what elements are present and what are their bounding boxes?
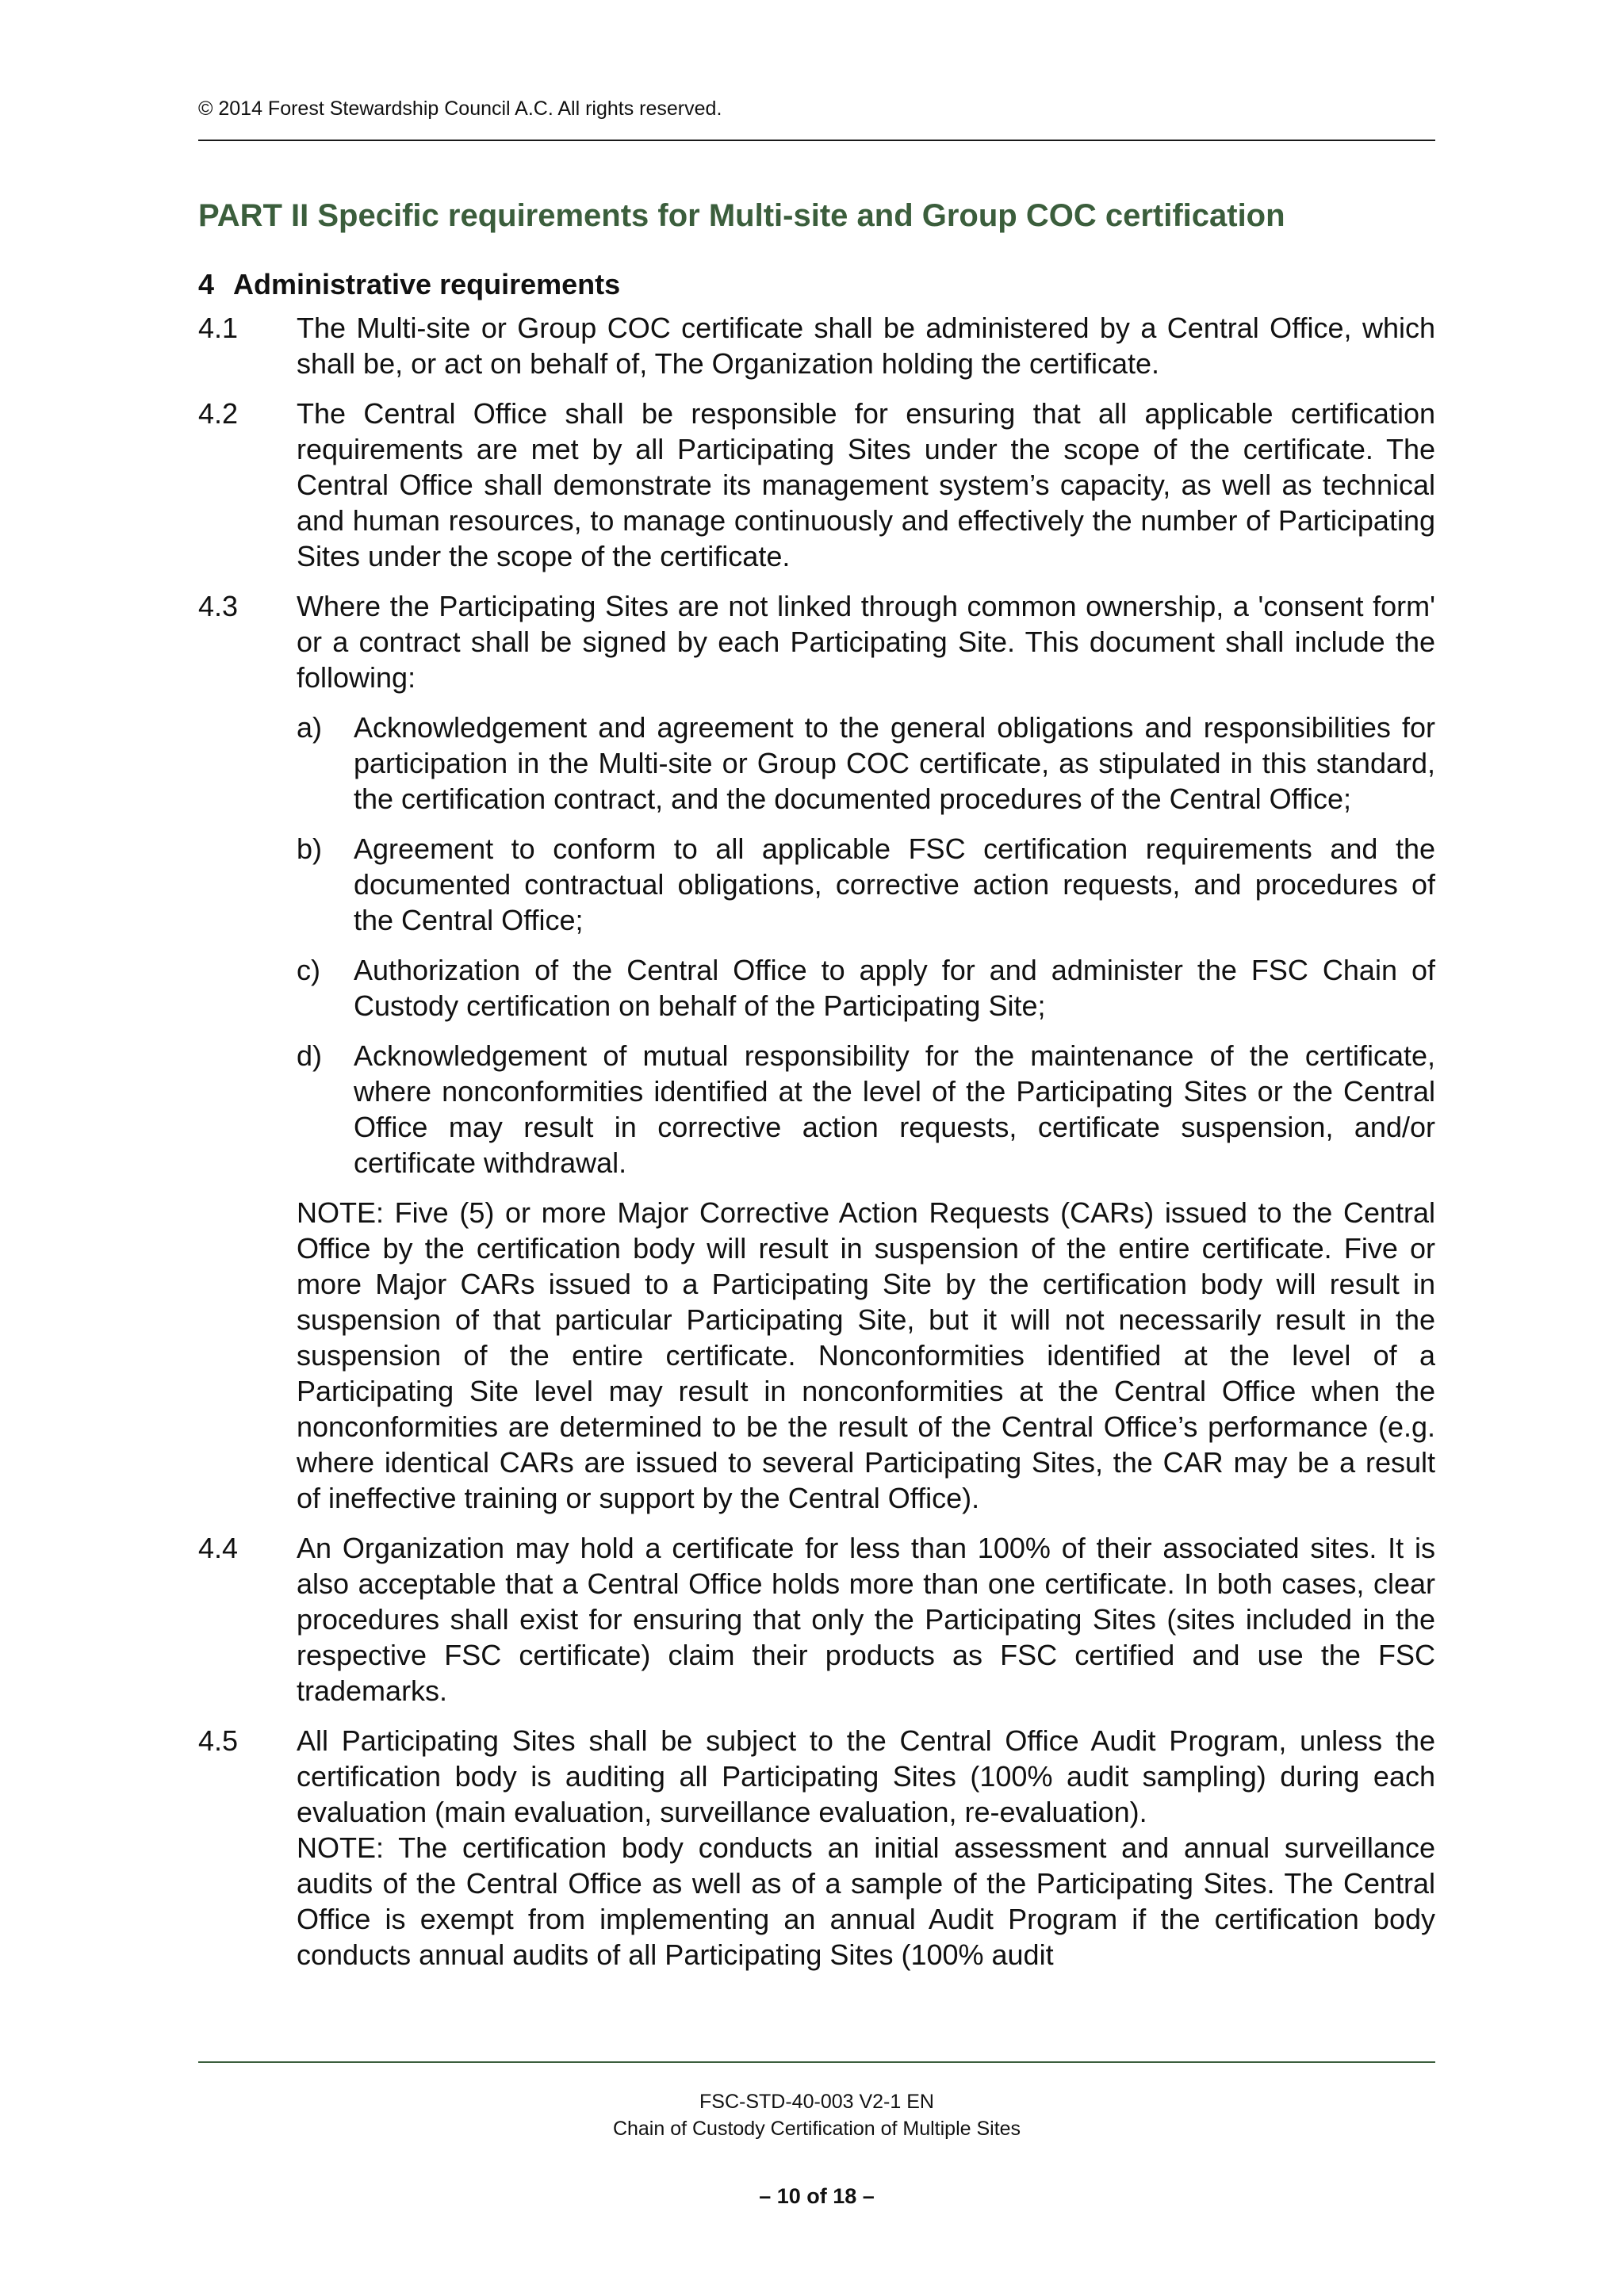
list-item-letter: a): [297, 711, 323, 744]
document-body: [198, 266, 1435, 1987]
clause-number: 4.1: [198, 312, 239, 344]
clause-4-2: [198, 396, 1435, 574]
header-divider: [198, 140, 1435, 141]
section-title: Administrative requirements: [233, 268, 621, 300]
list-item-a: [297, 710, 1435, 817]
clause-number: 4.4: [198, 1532, 239, 1564]
section-number: 4: [198, 268, 215, 300]
clause-note: NOTE: Five (5) or more Major Corrective Action Requests (CARs) issued to the Central Office by the certification body will result in suspension of the entire certificate. Five or more Major CARs issued to a Participating Site by the certification body will result in suspension of that particular Participating Site, but it will not necessarily result in the suspension of the entire certificate. Nonconformities identified at the level of a Participating Site level may result in nonconformities at the Central Office when the nonconformities are determined to be the result of the Central Office’s performance (e.g. where identical CARs are issued to several Participating Sites, the CAR may be a result of ineffective training or support by the Central Office).: [297, 1196, 1435, 1514]
part-title: PART II Specific requirements for Multi-site and Group COC certification: [198, 198, 1285, 233]
clause-text: The Multi-site or Group COC certificate shall be administered by a Central Office, which shall be, or act on behalf of, The Organization holding the certificate.: [297, 312, 1435, 380]
consent-form-list: [297, 710, 1435, 1181]
list-item-text: Authorization of the Central Office to apply for and administer the FSC Chain of Custody certification on behalf of the Participating Site;: [354, 954, 1435, 1022]
list-item-d: [297, 1038, 1435, 1181]
copyright-notice: © 2014 Forest Stewardship Council A.C. All rights reserved.: [198, 98, 722, 120]
footer-doc-title: Chain of Custody Certification of Multiple Sites: [612, 2118, 1021, 2140]
clause-number: 4.5: [198, 1724, 239, 1757]
list-item-letter: d): [297, 1039, 323, 1072]
list-item-text: Acknowledgement of mutual responsibility for the maintenance of the certificate, where nonconformities identified at the level of the Participating Sites or the Central Office may result in corrective action requests, certificate suspension, and/or certificate withdrawal.: [354, 1039, 1435, 1179]
clause-4-3: [198, 588, 1435, 1516]
footer-divider: [198, 2061, 1435, 2063]
clause-number: 4.2: [198, 397, 239, 430]
clause-4-1: [198, 310, 1435, 381]
page-number: – 10 of 18 –: [759, 2184, 875, 2208]
clause-number: 4.3: [198, 590, 239, 622]
list-item-c: [297, 952, 1435, 1024]
list-item-text: Agreement to conform to all applicable FSC certification requirements and the documented contractual obligations, corrective action requests, and procedures of the Central Office;: [354, 832, 1435, 936]
list-item-text: Acknowledgement and agreement to the general obligations and responsibilities for participation in the Multi-site or Group COC certificate, as stipulated in this standard, the certification contract, and the documented procedures of the Central Office;: [354, 711, 1435, 815]
list-item-letter: b): [297, 832, 323, 865]
list-item-letter: c): [297, 954, 320, 986]
clause-note: NOTE: The certification body conducts an initial assessment and annual surveillance audits of the Central Office as well as of a sample of the Participating Sites. The Central Office is exempt from implementing an annual Audit Program if the certification body conducts annual audits of all Participating Sites (100% audit: [297, 1831, 1435, 1971]
clause-4-5: [198, 1723, 1435, 1973]
list-item-b: [297, 831, 1435, 938]
section-heading: [198, 266, 1435, 302]
clause-text: Where the Participating Sites are not linked through common ownership, a 'consent form' or a contract shall be signed by each Participating Site. This document shall include the following:: [297, 590, 1435, 694]
footer-doc-code: FSC-STD-40-003 V2-1 EN: [699, 2091, 934, 2113]
clause-text: All Participating Sites shall be subject to the Central Office Audit Program, unless the certification body is auditing all Participating Sites (100% audit sampling) during each evaluation (main evaluation, surveillance evaluation, re-evaluation).: [297, 1724, 1435, 1828]
clause-text: The Central Office shall be responsible for ensuring that all applicable certification requirements are met by all Participating Sites under the scope of the certificate. The Central Office shall demonstrate its management system’s capacity, as well as technical and human resources, to manage continuously and effectively the number of Participating Sites under the scope of the certificate.: [297, 397, 1435, 572]
clause-4-4: [198, 1530, 1435, 1709]
clause-text: An Organization may hold a certificate for less than 100% of their associated sites. It is also acceptable that a Central Office holds more than one certificate. In both cases, clear procedures shall exist for ensuring that only the Participating Sites (sites included in the respective FSC certificate) claim their products as FSC certified and use the FSC trademarks.: [297, 1532, 1435, 1707]
